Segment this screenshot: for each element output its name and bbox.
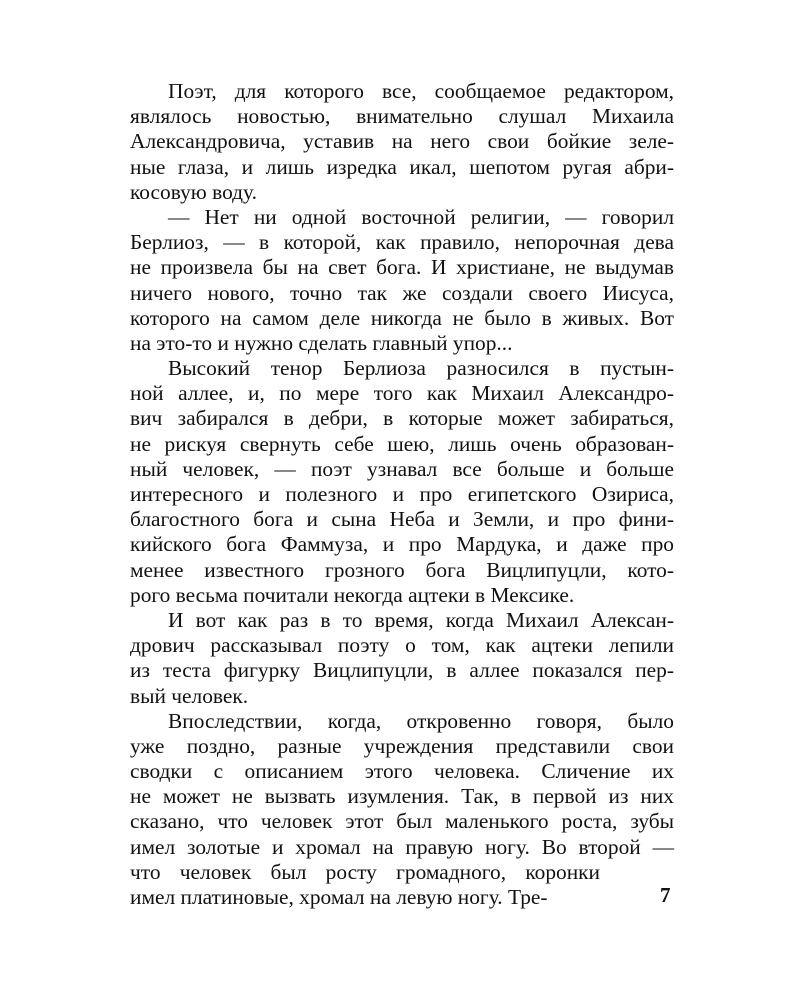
text-line: имел платиновые, хромал на левую ногу. Тре-	[130, 885, 548, 909]
text-line: имел золотые и хромал на правую ногу. Во второй —	[130, 834, 674, 859]
text-line: ничего нового, точно так же создали своего Иисуса,	[130, 280, 674, 305]
text-line: ной аллее, и, по мере того как Михаил Александро-	[130, 381, 674, 406]
text-line: вый человек.	[130, 683, 249, 708]
text-line: Высокий тенор Берлиоза разносился в пустын-	[168, 356, 674, 381]
text-line: — Нет ни одной восточной религии, — говорил	[168, 204, 674, 229]
text-line: которого на самом деле никогда не было в живых. Вот	[130, 305, 674, 330]
paragraph-3	[92, 356, 674, 608]
text-line: уже поздно, разные учреждения представили свои	[130, 733, 674, 758]
text-line: вич забирался в дебри, в которые может забираться,	[130, 406, 674, 431]
text-line: ный человек, — поэт узнавал все больше и больше	[130, 456, 674, 481]
page-number: 7	[660, 883, 671, 907]
text-line: благостного бога и сына Неба и Земли, и про фини-	[130, 507, 674, 532]
text-line: сказано, что человек этот был маленького роста, зубы	[130, 809, 674, 834]
text-line: Поэт, для которого все, сообщаемое редактором,	[168, 79, 674, 103]
text-line: дрович рассказывал поэту о том, как ацтеки лепили	[130, 633, 674, 658]
text-line: из теста фигурку Вицлипуцли, в аллее показался пер-	[130, 658, 674, 683]
text-line: ные глаза, и лишь изредка икал, шепотом ругая абри-	[130, 154, 674, 179]
paragraph-5	[92, 709, 674, 911]
text-line: сводки с описанием этого человека. Сличение их	[130, 759, 674, 784]
text-line: кийского бога Фаммуза, и про Мардука, и даже про	[130, 532, 674, 557]
body-text	[92, 79, 674, 910]
text-line: Берлиоз, — в которой, как правило, непорочная дева	[130, 230, 674, 255]
text-line: на это-то и нужно сделать главный упор...	[130, 330, 513, 355]
text-line: Александровича, уставив на него свои бойкие зеле-	[130, 129, 674, 154]
text-line: И вот как раз в то время, когда Михаил Алексан-	[168, 607, 674, 632]
text-line: не произвела бы на свет бога. И христиане, не выдумав	[130, 255, 674, 280]
text-line: Впоследствии, когда, откровенно говоря, было	[168, 708, 674, 733]
paragraph-2	[92, 205, 674, 356]
text-line: менее известного грозного бога Вицлипуцли, кото-	[130, 557, 674, 582]
text-line: являлось новостью, внимательно слушал Михаила	[130, 104, 674, 129]
text-line: интересного и полезного и про египетского Озириса,	[130, 482, 674, 506]
text-line: не рискуя свернуть себе шею, лишь очень образован-	[130, 431, 674, 456]
text-line: что человек был росту громадного, коронки	[130, 859, 600, 884]
paragraph-1	[92, 79, 674, 205]
text-line: косовую воду.	[130, 179, 257, 204]
paragraph-4	[92, 608, 674, 709]
text-line: не может не вызвать изумления. Так, в первой из них	[130, 784, 674, 809]
text-line: рого весьма почитали некогда ацтеки в Мексике.	[130, 582, 575, 607]
